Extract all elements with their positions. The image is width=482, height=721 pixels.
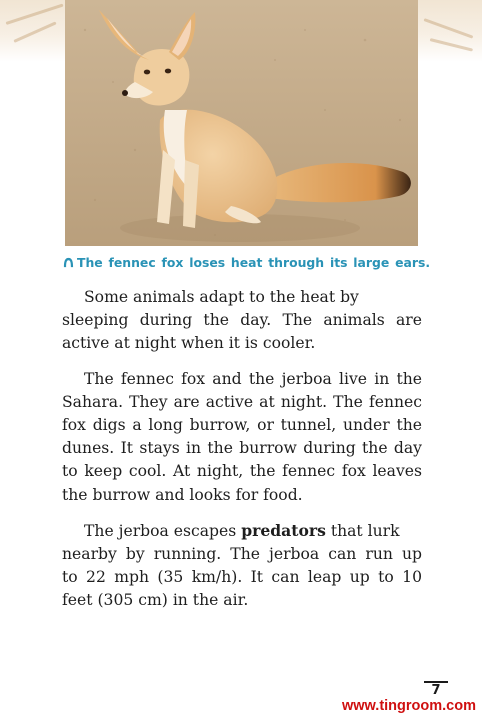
text-line: The fennec fox and the jerboa live in the xyxy=(84,369,422,388)
text-line: sleeping during the day. The animals are xyxy=(62,311,422,330)
text-line: fox digs a long burrow, or tunnel, under the xyxy=(62,416,422,435)
paragraph-2 xyxy=(62,368,422,507)
text-line: to 22 mph (35 km/h). It can leap up to 10 xyxy=(62,568,422,587)
site-watermark: www.tingroom.com xyxy=(342,698,476,714)
paragraph-3 xyxy=(62,519,422,613)
article-body xyxy=(62,286,422,625)
page-number: 7 xyxy=(431,683,441,698)
paragraph-1 xyxy=(62,286,422,356)
text-line: the burrow and looks for food. xyxy=(62,485,303,504)
text-line xyxy=(62,519,422,543)
text-line: active at night when it is cooler. xyxy=(62,334,316,353)
text-line: to keep cool. At night, the fennec fox leaves xyxy=(62,462,422,481)
text-line: Sahara. They are active at night. The fennec xyxy=(62,392,422,411)
glossary-term-predators: predators xyxy=(241,520,326,540)
caption-text: The fennec fox loses heat through its large ears. xyxy=(77,255,431,270)
photo-caption xyxy=(63,254,431,272)
text-segment: The jerboa escapes xyxy=(84,521,242,540)
photo-caption-icon xyxy=(63,257,74,268)
text-line: dunes. It stays in the burrow during the day xyxy=(62,439,422,458)
text-line: nearby by running. The jerboa can run up xyxy=(62,545,422,564)
fennec-fox-photo xyxy=(65,0,418,246)
text-segment: that lurk xyxy=(325,521,400,540)
text-line: feet (305 cm) in the air. xyxy=(62,591,249,610)
text-line: Some animals adapt to the heat by xyxy=(84,288,359,306)
